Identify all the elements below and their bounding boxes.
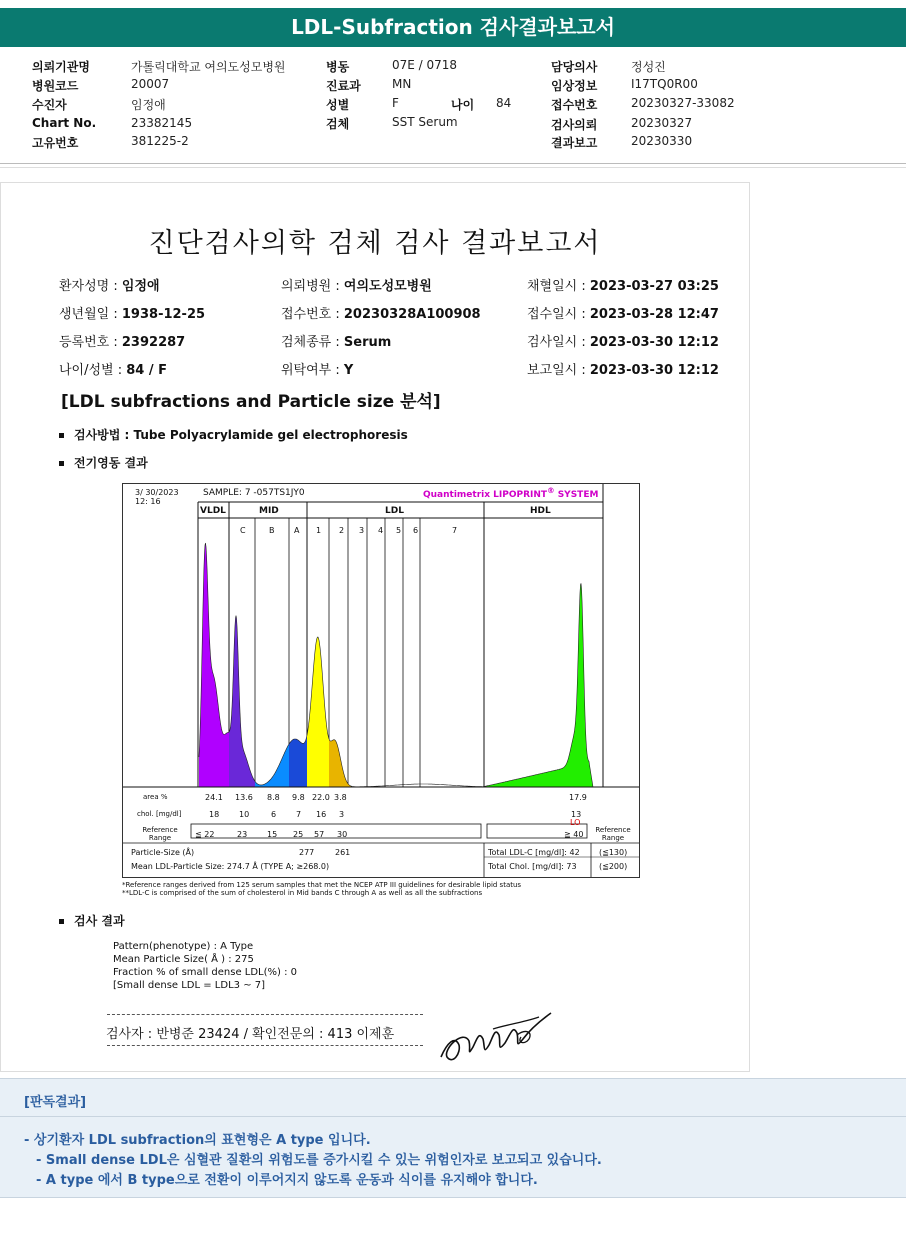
chart-brand xyxy=(423,486,598,500)
total-chol: Total Chol. [mg/dl]: 73 xyxy=(488,862,577,871)
chart-time: 12: 16 xyxy=(135,497,161,506)
field-label: 위탁여부 : xyxy=(281,363,344,378)
chart-footnote: **LDL-C is comprised of the sum of cholesterol in Mid bands C through A as well as all the subfractions xyxy=(122,889,483,897)
panel-divider xyxy=(0,1116,906,1117)
band-label: 2 xyxy=(339,526,345,535)
ref-ldl2: 30 xyxy=(337,830,348,839)
header-label: 성별 xyxy=(326,98,350,112)
chol-ldl2: 3 xyxy=(339,810,345,819)
patient-field xyxy=(59,331,185,350)
report-title: 진단검사의학 검체 검사 결과보고서 xyxy=(148,228,602,259)
report-document xyxy=(0,182,750,1072)
bullet-icon xyxy=(59,461,64,466)
result-line: Pattern(phenotype) : A Type xyxy=(113,941,254,952)
band-label: A xyxy=(294,526,300,535)
field-label: 보고일시 : xyxy=(527,363,590,378)
patient-field xyxy=(59,275,160,294)
ref-mid-b: 15 xyxy=(267,830,278,839)
interpretation-line: - A type 에서 B type으로 전환이 이루어지지 않도록 운동과 식이를 유지해야 합니다. xyxy=(36,1173,538,1188)
page-title: LDL-Subfraction 검사결과보고서 xyxy=(0,8,906,47)
patient-field xyxy=(281,359,353,378)
row-label-ref: Reference Range xyxy=(142,826,178,842)
interpretation-panel xyxy=(0,1078,906,1198)
chol-mid-b: 6 xyxy=(271,810,277,819)
field-value: 2023-03-30 12:12 xyxy=(589,363,719,378)
header-value: F xyxy=(392,96,399,110)
header-label: Chart No. xyxy=(32,116,97,130)
electro-line xyxy=(59,454,148,471)
field-value: Y xyxy=(343,363,354,378)
group-label-hdl: HDL xyxy=(530,506,551,516)
header-value: SST Serum xyxy=(392,115,458,129)
ldl1-area xyxy=(307,637,329,787)
total-chol-ref: (≦200) xyxy=(599,862,628,871)
lipoprint-svg xyxy=(123,484,639,877)
ref-mid-c: 23 xyxy=(237,830,248,839)
result-line: [Small dense LDL = LDL3 ~ 7] xyxy=(113,980,266,991)
mean-ldl-size: Mean LDL-Particle Size: 274.7 Å (TYPE A; ≥268.0) xyxy=(131,862,330,871)
band-label: 3 xyxy=(359,526,365,535)
brand-name: Quantimetrix LIPOPRINT xyxy=(423,490,548,500)
signature-image xyxy=(433,1005,563,1071)
inspector-line: 검사자 : 반병준 23424 / 확인전문의 : 413 이제훈 xyxy=(106,1027,395,1042)
header-value: 정성진 xyxy=(631,60,666,74)
dashed-divider xyxy=(107,1014,423,1015)
header-label: 검사의뢰 xyxy=(551,118,598,132)
header-value: 20007 xyxy=(131,77,170,91)
patient-field xyxy=(527,303,719,322)
band-label: B xyxy=(269,526,275,535)
chol-ldl1: 16 xyxy=(316,810,327,819)
electro-text: 전기영동 결과 xyxy=(74,456,148,470)
header-value: MN xyxy=(392,77,412,91)
ref-label-right: Reference Range xyxy=(595,826,631,842)
ref-range-box xyxy=(191,824,481,838)
header-value: 가톨릭대학교 여의도성모병원 xyxy=(131,60,286,74)
header-value: 임정애 xyxy=(131,98,166,112)
patient-field xyxy=(281,303,481,322)
brand-reg: ® xyxy=(547,486,555,495)
area-ldl2: 3.8 xyxy=(334,793,347,802)
header-label: 수진자 xyxy=(32,98,67,112)
lipoprint-chart xyxy=(122,483,640,878)
ref-hdl: ≧ 40 xyxy=(564,830,584,839)
patient-field xyxy=(527,359,719,378)
result-line: Mean Particle Size( Å ) : 275 xyxy=(113,954,254,965)
area-hdl: 17.9 xyxy=(569,793,587,802)
field-value: 2392287 xyxy=(121,335,186,350)
band-label: 6 xyxy=(413,526,419,535)
interpretation-title: [판독결과] xyxy=(24,1095,87,1110)
result-heading-text: 검사 결과 xyxy=(74,914,125,928)
field-value: Serum xyxy=(343,335,392,350)
field-value: 여의도성모병원 xyxy=(343,279,432,294)
header-label: 접수번호 xyxy=(551,98,598,112)
interpretation-line: - Small dense LDL은 심혈관 질환의 위험도를 증가시킬 수 있는 위험인자로 보고되고 있습니다. xyxy=(36,1153,602,1168)
field-value: 84 / F xyxy=(126,363,168,378)
header-value: 07E / 0718 xyxy=(392,58,458,72)
patient-field xyxy=(59,303,205,322)
patient-field xyxy=(281,275,432,294)
area-vldl: 24.1 xyxy=(205,793,223,802)
patient-field xyxy=(527,275,719,294)
ref-vldl: ≦ 22 xyxy=(195,830,215,839)
field-label: 접수일시 : xyxy=(527,307,590,322)
header-label: 진료과 xyxy=(326,79,361,93)
field-value: 2023-03-27 03:25 xyxy=(589,279,719,294)
field-label: 채혈일시 : xyxy=(527,279,590,294)
divider xyxy=(0,163,906,164)
header-label: 병원코드 xyxy=(32,79,79,93)
header-label: 나이 xyxy=(451,98,475,112)
band-label: 4 xyxy=(378,526,384,535)
header-label: 임상정보 xyxy=(551,79,598,93)
band-label: 5 xyxy=(396,526,402,535)
header-value: 381225-2 xyxy=(131,134,189,148)
method-text: 검사방법 : Tube Polyacrylamide gel electrophoresis xyxy=(74,428,408,442)
header-value: 20230327-33082 xyxy=(631,96,735,110)
mid-c-area xyxy=(229,616,255,788)
area-mid-a: 9.8 xyxy=(292,793,305,802)
field-label: 검사일시 : xyxy=(527,335,590,350)
area-mid-b: 8.8 xyxy=(267,793,280,802)
chol-mid-c: 10 xyxy=(239,810,250,819)
dashed-divider xyxy=(107,1045,423,1046)
field-value: 20230328A100908 xyxy=(343,307,481,322)
field-label: 나이/성별 : xyxy=(59,363,127,378)
row-label-area: area % xyxy=(143,793,168,801)
band-label: 1 xyxy=(316,526,322,535)
mid-b-area xyxy=(255,744,289,787)
field-label: 접수번호 : xyxy=(281,307,344,322)
header-value: 20230330 xyxy=(631,134,693,148)
ref-mid-a: 25 xyxy=(293,830,304,839)
area-ldl1: 22.0 xyxy=(312,793,330,802)
result-heading xyxy=(59,912,125,929)
hdl-area xyxy=(483,583,593,787)
header-value: I17TQ0R00 xyxy=(631,77,698,91)
header-label: 병동 xyxy=(326,60,350,74)
total-ldl-ref: (≦130) xyxy=(599,848,628,857)
hdl-flag: LO xyxy=(570,818,581,827)
band-label: C xyxy=(240,526,246,535)
group-label-vldl: VLDL xyxy=(200,506,226,516)
scan-outline xyxy=(199,543,593,787)
field-label: 등록번호 : xyxy=(59,335,122,350)
particle-size-1: 277 xyxy=(299,848,315,857)
particle-size-label: Particle-Size (Å) xyxy=(131,848,195,857)
group-label-ldl: LDL xyxy=(385,506,404,516)
field-label: 의뢰병원 : xyxy=(281,279,344,294)
chart-date: 3/ 30/2023 xyxy=(135,488,179,497)
particle-size-2: 261 xyxy=(335,848,351,857)
row-label-chol: chol. [mg/dl] xyxy=(137,810,182,818)
band-label: 7 xyxy=(452,526,458,535)
bullet-icon xyxy=(59,433,64,438)
method-line xyxy=(59,426,408,443)
field-value: 2023-03-28 12:47 xyxy=(589,307,719,322)
header-value: 84 xyxy=(496,96,512,110)
patient-field xyxy=(59,359,167,378)
header-label: 담당의사 xyxy=(551,60,598,74)
chol-hdl: 13 xyxy=(571,810,582,819)
ref-ldl1: 57 xyxy=(314,830,325,839)
header-value: 20230327 xyxy=(631,116,693,130)
area-mid-c: 13.6 xyxy=(235,793,253,802)
field-label: 생년월일 : xyxy=(59,307,122,322)
header-value: 23382145 xyxy=(131,116,193,130)
header-label: 의뢰기관명 xyxy=(32,60,90,74)
patient-field xyxy=(527,331,719,350)
chol-mid-a: 7 xyxy=(296,810,302,819)
field-value: 2023-03-30 12:12 xyxy=(589,335,719,350)
total-ldl: Total LDL-C [mg/dl]: 42 xyxy=(488,848,580,857)
field-label: 검체종류 : xyxy=(281,335,344,350)
field-label: 환자성명 : xyxy=(59,279,122,294)
field-value: 1938-12-25 xyxy=(121,307,206,322)
chol-vldl: 18 xyxy=(209,810,220,819)
chart-sample: SAMPLE: 7 -057TS1JY0 xyxy=(203,488,305,498)
bullet-icon xyxy=(59,919,64,924)
header-label: 검체 xyxy=(326,117,350,131)
header-label: 고유번호 xyxy=(32,136,79,150)
field-value: 임정애 xyxy=(121,279,160,294)
interpretation-line: - 상기환자 LDL subfraction의 표현형은 A type 입니다. xyxy=(24,1133,371,1148)
chart-footnote: *Reference ranges derived from 125 serum samples that met the NCEP ATP III guidelines for desirable lipid status xyxy=(122,881,522,889)
divider xyxy=(0,167,906,168)
section-title: [LDL subfractions and Particle size 분석] xyxy=(61,392,441,412)
header-label: 결과보고 xyxy=(551,136,598,150)
brand-suffix: SYSTEM xyxy=(554,490,599,500)
result-line: Fraction % of small dense LDL(%) : 0 xyxy=(113,967,298,978)
patient-field xyxy=(281,331,391,350)
group-label-mid: MID xyxy=(259,506,279,516)
